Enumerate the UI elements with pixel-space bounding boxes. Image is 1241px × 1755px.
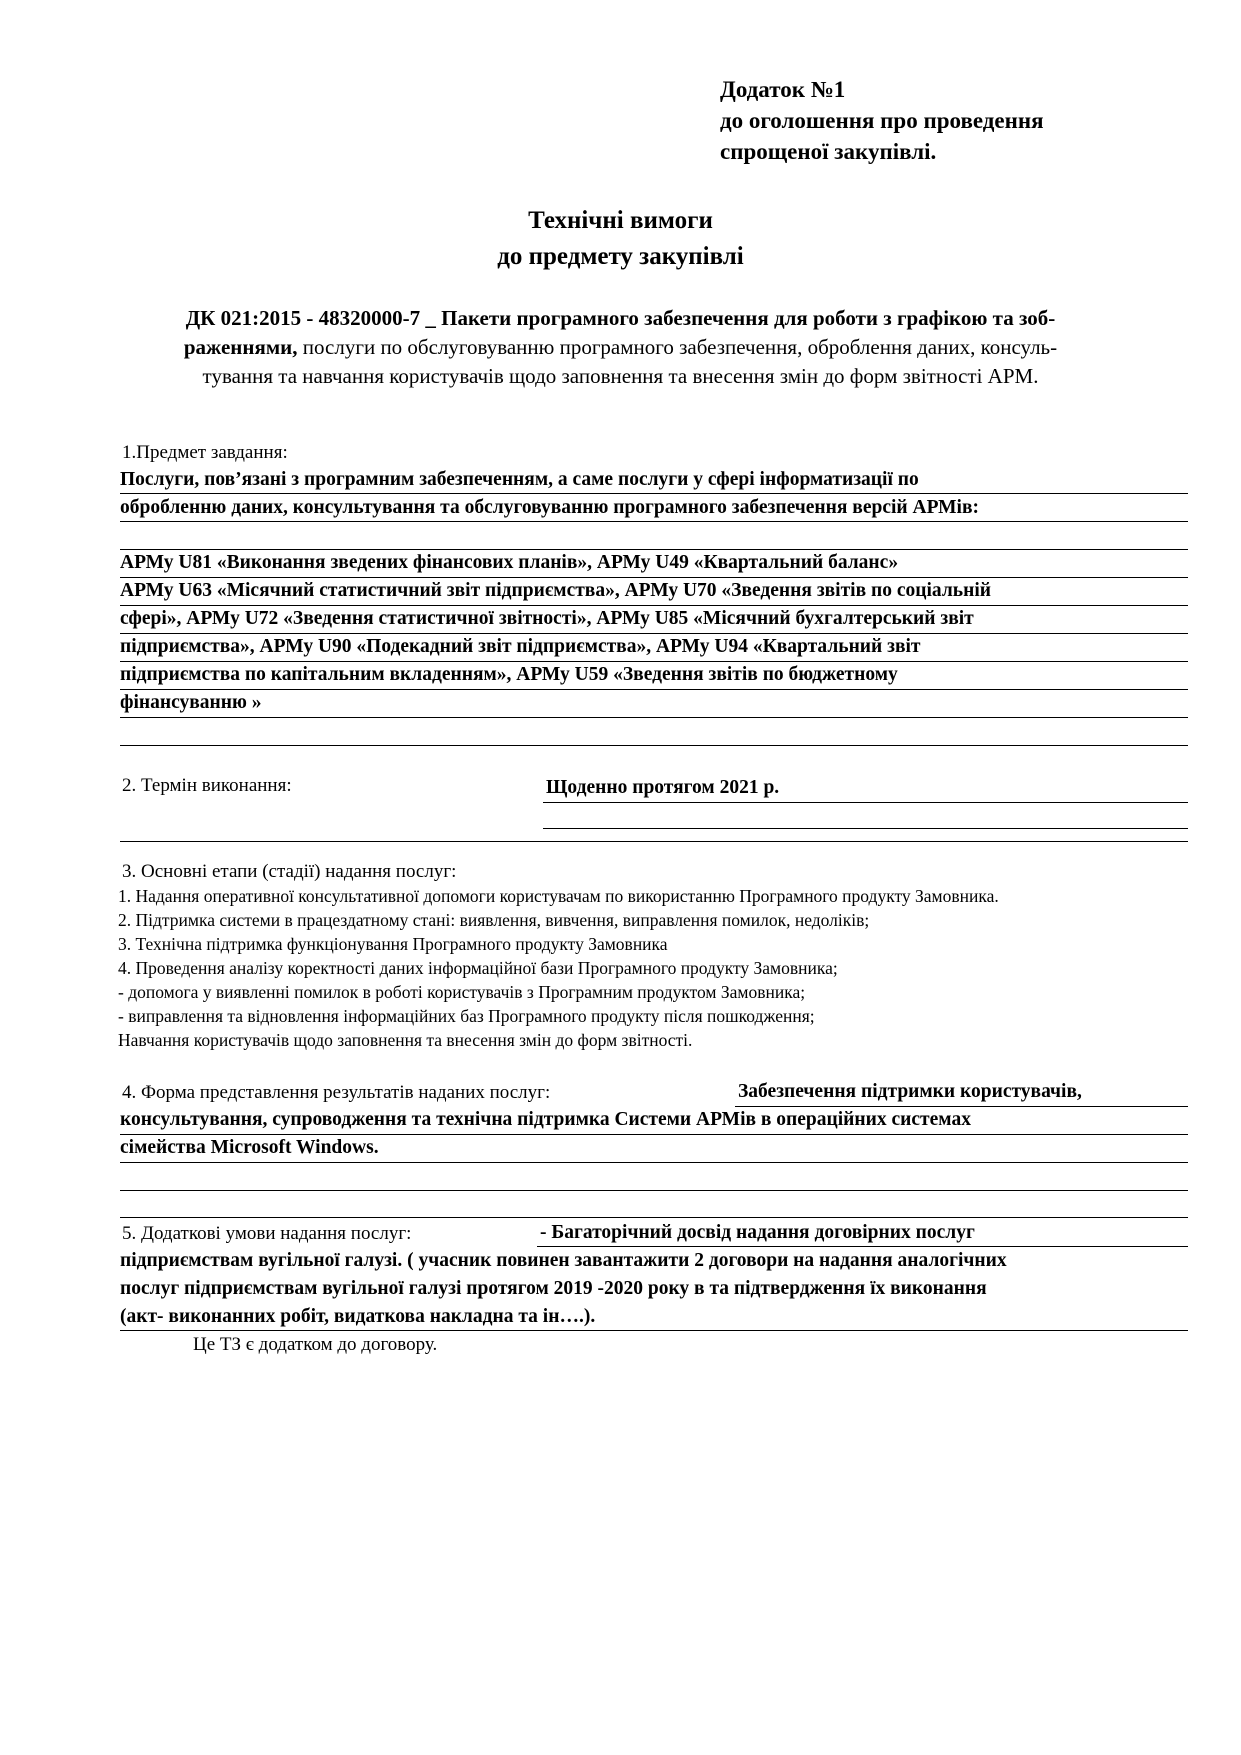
underline xyxy=(120,633,1188,634)
underline xyxy=(120,745,1188,746)
dk-code-line-1: ДК 021:2015 - 48320000-7 _ Пакети програмного забезпечення для роботи з графікою та зоб- xyxy=(185,306,1056,330)
section-5-label: 5. Додаткові умови надання послуг: xyxy=(122,1223,412,1244)
stage-item: 3. Технічна підтримка функціонування Програмного продукту Замовника xyxy=(118,934,668,954)
underline xyxy=(537,1246,1188,1247)
underline xyxy=(120,521,1188,522)
underline xyxy=(735,1106,1188,1107)
section-3-label: 3. Основні етапи (стадії) надання послуг: xyxy=(122,861,457,882)
underline xyxy=(120,1330,1188,1331)
section-1-line: АРМу U63 «Місячний статистичний звіт підприємства», АРМу U70 «Зведення звітів по соціальній xyxy=(120,580,991,601)
extra-conditions-value: - Багаторічний досвід надання договірних послуг xyxy=(540,1222,975,1243)
footer-note: Це ТЗ є додатком до договору. xyxy=(193,1334,438,1355)
section-1-line: фінансуванню » xyxy=(120,692,262,713)
stage-item: 2. Підтримка системи в працездатному стані: виявлення, вивчення, виправлення помилок, недоліків; xyxy=(118,910,870,930)
section-1-line: обробленню даних, консультування та обслуговуванню програмного забезпечення версій АРМів: xyxy=(120,497,979,518)
extra-conditions-line: (акт- виконанних робіт, видаткова накладна та ін….). xyxy=(120,1306,596,1327)
term-value: Щоденно протягом 2021 р. xyxy=(546,777,780,798)
section-1-line: сфері», АРМу U72 «Зведення статистичної звітності», АРМу U85 «Місячний бухгалтерський звіт xyxy=(120,608,974,629)
annex-number: Додаток №1 xyxy=(720,77,846,102)
section-1-line: Послуги, пов’язані з програмним забезпеченням, а саме послуги у сфері інформатизації по xyxy=(120,469,919,490)
dk-normal-fragment: послуги по обслуговуванню програмного забезпечення, оброблення даних, консуль- xyxy=(297,335,1058,359)
underline xyxy=(120,605,1188,606)
section-1-line: підприємства по капітальним вкладенням», АРМу U59 «Зведення звітів по бюджетному xyxy=(120,664,898,685)
document-title: Технічні вимоги xyxy=(528,207,713,234)
dk-bold-fragment: раженнями, xyxy=(183,335,298,359)
stage-item: - допомога у виявленні помилок в роботі користувачів з Програмним продуктом Замовника; xyxy=(118,982,806,1002)
underline xyxy=(120,493,1188,494)
underline xyxy=(120,1217,1188,1218)
underline xyxy=(543,828,1188,829)
document-subtitle: до предмету закупівлі xyxy=(497,243,744,270)
stage-item: 1. Надання оперативної консультативної допомоги користувачам по використанню Програмного продукту Замовника. xyxy=(118,886,999,906)
underline xyxy=(120,549,1188,550)
underline xyxy=(543,802,1188,803)
section-1-label: 1.Предмет завдання: xyxy=(122,442,288,463)
stage-item: Навчання користувачів щодо заповнення та внесення змін до форм звітності. xyxy=(118,1030,693,1050)
underline xyxy=(120,1162,1188,1163)
underline xyxy=(120,577,1188,578)
result-form-line: сімейства Microsoft Windows. xyxy=(120,1137,379,1158)
section-4-label: 4. Форма представлення результатів наданих послуг: xyxy=(122,1082,551,1103)
stage-item: 4. Проведення аналізу коректності даних інформаційної бази Програмного продукту Замовника; xyxy=(118,958,838,978)
dk-code-line-2 xyxy=(0,334,1241,361)
extra-conditions-line: послуг підприємствам вугільної галузі протягом 2019 -2020 року в та підтвердження їх виконання xyxy=(120,1278,987,1299)
annex-line-2: до оголошення про проведення xyxy=(720,108,1044,133)
underline xyxy=(120,689,1188,690)
underline xyxy=(120,1190,1188,1191)
dk-code-line-3: тування та навчання користувачів щодо заповнення та внесення змін до форм звітності АРМ. xyxy=(202,364,1039,388)
section-2-label: 2. Термін виконання: xyxy=(122,775,292,796)
result-form-value: Забезпечення підтримки користувачів, xyxy=(738,1081,1082,1102)
annex-line-3: спрощеної закупівлі. xyxy=(720,139,937,164)
extra-conditions-line: підприємствам вугільної галузі. ( учасник повинен завантажити 2 договори на надання аналогічних xyxy=(120,1250,1007,1271)
section-1-line: підприємства», АРМу U90 «Подекадний звіт підприємства», АРМу U94 «Квартальний звіт xyxy=(120,636,921,657)
result-form-line: консультування, супроводження та технічна підтримка Системи АРМів в операційних системах xyxy=(120,1109,971,1130)
underline xyxy=(120,661,1188,662)
underline xyxy=(120,841,1188,842)
underline xyxy=(120,717,1188,718)
stage-item: - виправлення та відновлення інформаційних баз Програмного продукту після пошкодження; xyxy=(118,1006,815,1026)
underline xyxy=(120,1134,1188,1135)
section-1-line: АРМу U81 «Виконання зведених фінансових планів», АРМу U49 «Квартальний баланс» xyxy=(120,552,899,573)
